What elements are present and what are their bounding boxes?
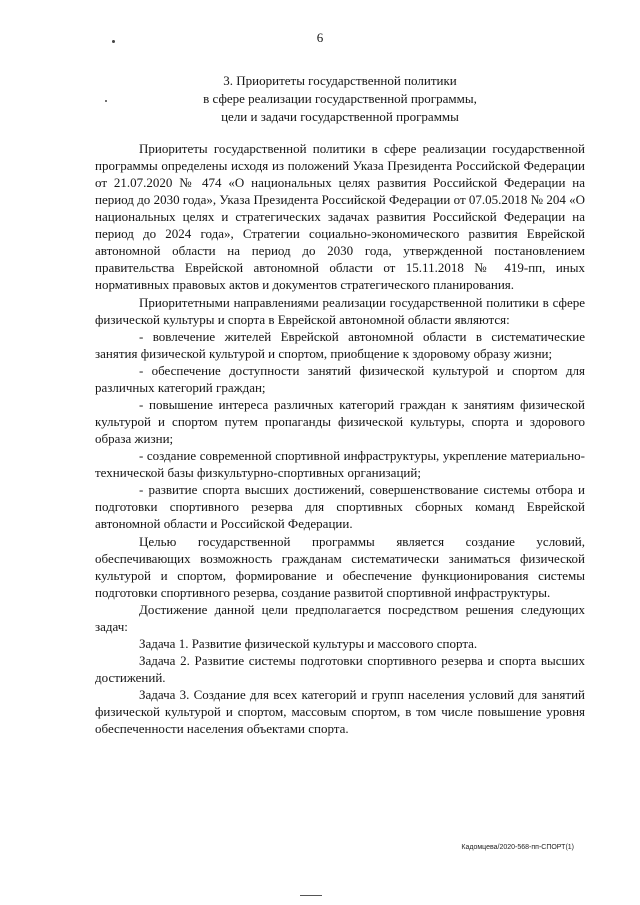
document-footer-code: Кадомцева/2020-568-пп-СПОРТ(1)	[461, 844, 574, 851]
bottom-rule	[300, 895, 322, 896]
section-heading	[100, 72, 580, 126]
task-3: Задача 3. Создание для всех категорий и групп населения условий для занятий физической культурой и спортом, массовым спортом, в том числе повышение уровня обеспеченности населения объектами спорта.	[95, 687, 585, 736]
document-body	[95, 140, 585, 737]
paragraph-priorities-basis: Приоритеты государственной политики в сфере реализации государственной программы определены исходя из положений Указа Президента Российской Федерации от 21.07.2020 № 474 «О национальных целях развития Российской Федерации на период до 2030 года», Указа Президента Российской Федерации от 07.05.2018 № 204 «О национальных целях и стратегических задачах развития Российской Федерации на период до 2024 года», Стратегии социально-экономического развития Еврейской автономной области на период до 2030 года, утвержденной постановлением правительства Еврейской автономной области от 15.11.2018 № 419-пп, иных нормативных правовых актов и документов стратегического планирования.	[95, 141, 585, 292]
task-1: Задача 1. Развитие физической культуры и массового спорта.	[139, 636, 478, 651]
list-item-involvement: - вовлечение жителей Еврейской автономной области в систематические занятия физической культурой и спортом, приобщение к здоровому образу жизни;	[95, 329, 585, 361]
list-item-accessibility: - обеспечение доступности занятий физической культурой и спортом для различных категорий граждан;	[95, 363, 585, 395]
list-item-high-performance-sport: - развитие спорта высших достижений, совершенствование системы отбора и подготовки спортивного резерва для спортивных сборных команд Еврейской автономной области и Российской Федерации.	[95, 482, 585, 531]
section-heading-line-3: цели и задачи государственной программы	[221, 109, 459, 124]
list-item-infrastructure: - создание современной спортивной инфраструктуры, укрепление материально-технической базы физкультурно-спортивных организаций;	[95, 448, 585, 480]
page-number: 6	[316, 30, 324, 45]
list-item-interest: - повышение интереса различных категорий граждан к занятиям физической культурой и спортом путем пропаганды физической культуры, спорта и здорового образа жизни;	[95, 397, 585, 446]
section-heading-line-2: в сфере реализации государственной программы,	[203, 91, 477, 106]
section-heading-line-1: 3. Приоритеты государственной политики	[223, 73, 457, 88]
paragraph-goal-achievement: Достижение данной цели предполагается посредством решения следующих задач:	[95, 602, 585, 634]
task-2: Задача 2. Развитие системы подготовки спортивного резерва и спорта высших достижений.	[95, 653, 585, 685]
paragraph-priority-directions: Приоритетными направлениями реализации государственной политики в сфере физической культуры и спорта в Еврейской автономной области являются:	[95, 295, 585, 327]
paragraph-program-goal: Целью государственной программы является создание условий, обеспечивающих возможность гражданам систематически заниматься физической культурой и спортом, формирование и обеспечение функционирования системы подготовки спортивного резерва, создание развитой спортивной инфраструктуры.	[95, 534, 585, 600]
